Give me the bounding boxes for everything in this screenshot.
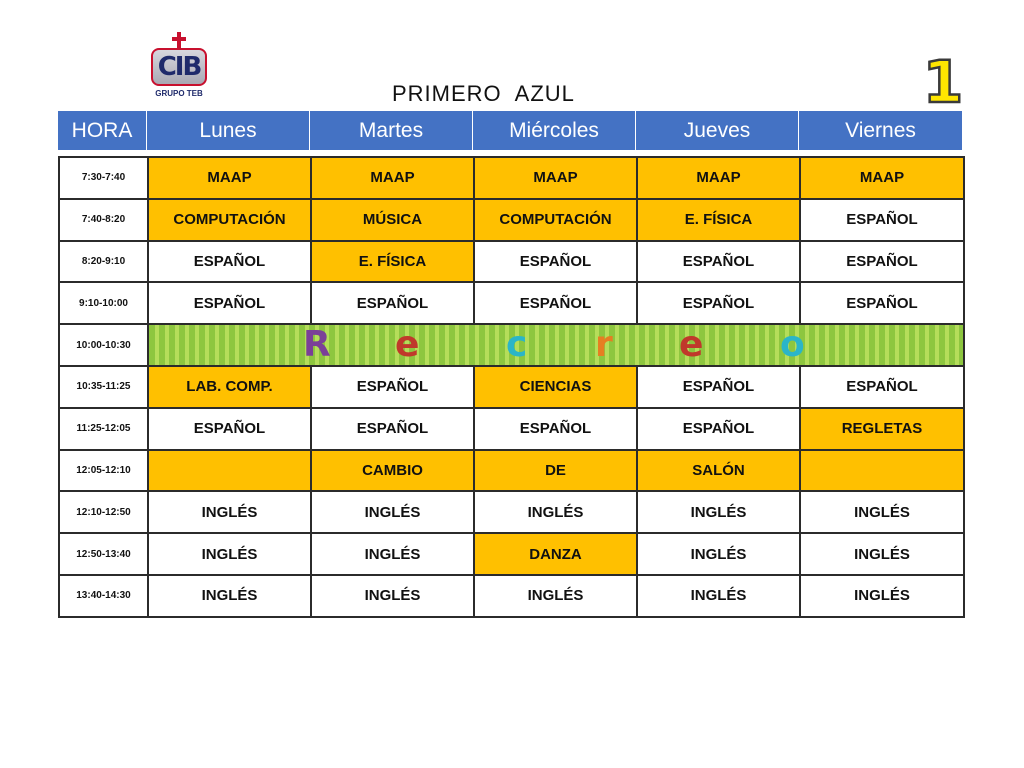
time-cell: 10:35-11:25 xyxy=(59,366,148,408)
schedule-row xyxy=(59,324,964,366)
time-cell: 9:10-10:00 xyxy=(59,282,148,324)
recess-letter: c xyxy=(506,324,528,366)
class-cell: MAAP xyxy=(311,157,474,199)
class-cell: INGLÉS xyxy=(637,533,800,575)
class-cell: ESPAÑOL xyxy=(311,282,474,324)
logo-name: GRUPO TEB xyxy=(155,89,203,98)
class-cell: MAAP xyxy=(474,157,637,199)
class-cell: ESPAÑOL xyxy=(311,408,474,450)
class-cell: INGLÉS xyxy=(800,491,964,533)
class-cell: ESPAÑOL xyxy=(148,241,311,283)
class-cell: SALÓN xyxy=(637,450,800,492)
time-cell: 8:20-9:10 xyxy=(59,241,148,283)
class-cell: INGLÉS xyxy=(637,491,800,533)
class-cell: DANZA xyxy=(474,533,637,575)
class-cell: INGLÉS xyxy=(311,491,474,533)
header-miercoles: Miércoles xyxy=(473,111,636,150)
class-cell: ESPAÑOL xyxy=(148,408,311,450)
class-cell: ESPAÑOL xyxy=(637,366,800,408)
class-cell: ESPAÑOL xyxy=(474,408,637,450)
class-cell: CAMBIO xyxy=(311,450,474,492)
time-cell: 7:40-8:20 xyxy=(59,199,148,241)
class-cell: E. FÍSICA xyxy=(637,199,800,241)
class-cell: DE xyxy=(474,450,637,492)
recess-banner xyxy=(148,324,964,366)
recess-letter: e xyxy=(395,324,420,366)
schedule-row xyxy=(59,575,964,617)
schedule-row xyxy=(59,533,964,575)
page-title: PRIMERO AZUL xyxy=(392,81,575,106)
schedule-row xyxy=(59,450,964,492)
time-cell: 10:00-10:30 xyxy=(59,324,148,366)
class-cell: MAAP xyxy=(637,157,800,199)
header-martes: Martes xyxy=(310,111,473,150)
class-cell: COMPUTACIÓN xyxy=(474,199,637,241)
header-hora: HORA xyxy=(58,111,147,150)
time-cell: 12:10-12:50 xyxy=(59,491,148,533)
class-cell: INGLÉS xyxy=(800,575,964,617)
class-cell xyxy=(800,450,964,492)
logo-badge xyxy=(151,48,207,86)
class-cell: INGLÉS xyxy=(474,575,637,617)
class-cell: ESPAÑOL xyxy=(311,366,474,408)
class-cell: REGLETAS xyxy=(800,408,964,450)
cross-icon xyxy=(172,32,186,48)
class-cell: MAAP xyxy=(800,157,964,199)
class-cell: ESPAÑOL xyxy=(637,408,800,450)
schedule-row xyxy=(59,491,964,533)
grade-number: 1 xyxy=(922,52,964,108)
class-cell: ESPAÑOL xyxy=(474,282,637,324)
class-cell: ESPAÑOL xyxy=(800,282,964,324)
class-cell: LAB. COMP. xyxy=(148,366,311,408)
class-cell: ESPAÑOL xyxy=(800,241,964,283)
class-cell: INGLÉS xyxy=(800,533,964,575)
schedule-row xyxy=(59,366,964,408)
class-cell: COMPUTACIÓN xyxy=(148,199,311,241)
class-cell: ESPAÑOL xyxy=(474,241,637,283)
logo-mark: CIB xyxy=(157,52,201,82)
school-logo xyxy=(147,30,211,100)
schedule-table xyxy=(58,156,965,618)
time-cell: 7:30-7:40 xyxy=(59,157,148,199)
class-cell: INGLÉS xyxy=(637,575,800,617)
class-cell: ESPAÑOL xyxy=(800,199,964,241)
class-cell: INGLÉS xyxy=(148,575,311,617)
time-cell: 12:50-13:40 xyxy=(59,533,148,575)
time-cell: 12:05-12:10 xyxy=(59,450,148,492)
header-lunes: Lunes xyxy=(147,111,310,150)
class-cell: INGLÉS xyxy=(311,533,474,575)
class-cell: INGLÉS xyxy=(474,491,637,533)
recess-letter: R xyxy=(303,324,331,366)
grade-number-icon xyxy=(918,52,968,108)
class-cell: ESPAÑOL xyxy=(637,282,800,324)
recess-letter: e xyxy=(679,324,704,366)
schedule-row xyxy=(59,157,964,199)
time-cell: 13:40-14:30 xyxy=(59,575,148,617)
class-cell: ESPAÑOL xyxy=(148,282,311,324)
header-viernes: Viernes xyxy=(845,118,916,142)
class-cell: E. FÍSICA xyxy=(311,241,474,283)
class-cell xyxy=(148,450,311,492)
schedule-row xyxy=(59,282,964,324)
class-cell: MÚSICA xyxy=(311,199,474,241)
recess-letter: r xyxy=(595,324,613,366)
class-cell: ESPAÑOL xyxy=(637,241,800,283)
schedule-row xyxy=(59,241,964,283)
class-cell: CIENCIAS xyxy=(474,366,637,408)
class-cell: INGLÉS xyxy=(148,491,311,533)
header-jueves: Jueves xyxy=(636,111,799,150)
recess-letter: o xyxy=(780,324,805,366)
schedule-row xyxy=(59,199,964,241)
schedule-row xyxy=(59,408,964,450)
class-cell: INGLÉS xyxy=(148,533,311,575)
class-cell: INGLÉS xyxy=(311,575,474,617)
time-cell: 11:25-12:05 xyxy=(59,408,148,450)
schedule-header xyxy=(58,111,962,150)
class-cell: MAAP xyxy=(148,157,311,199)
class-cell: ESPAÑOL xyxy=(800,366,964,408)
